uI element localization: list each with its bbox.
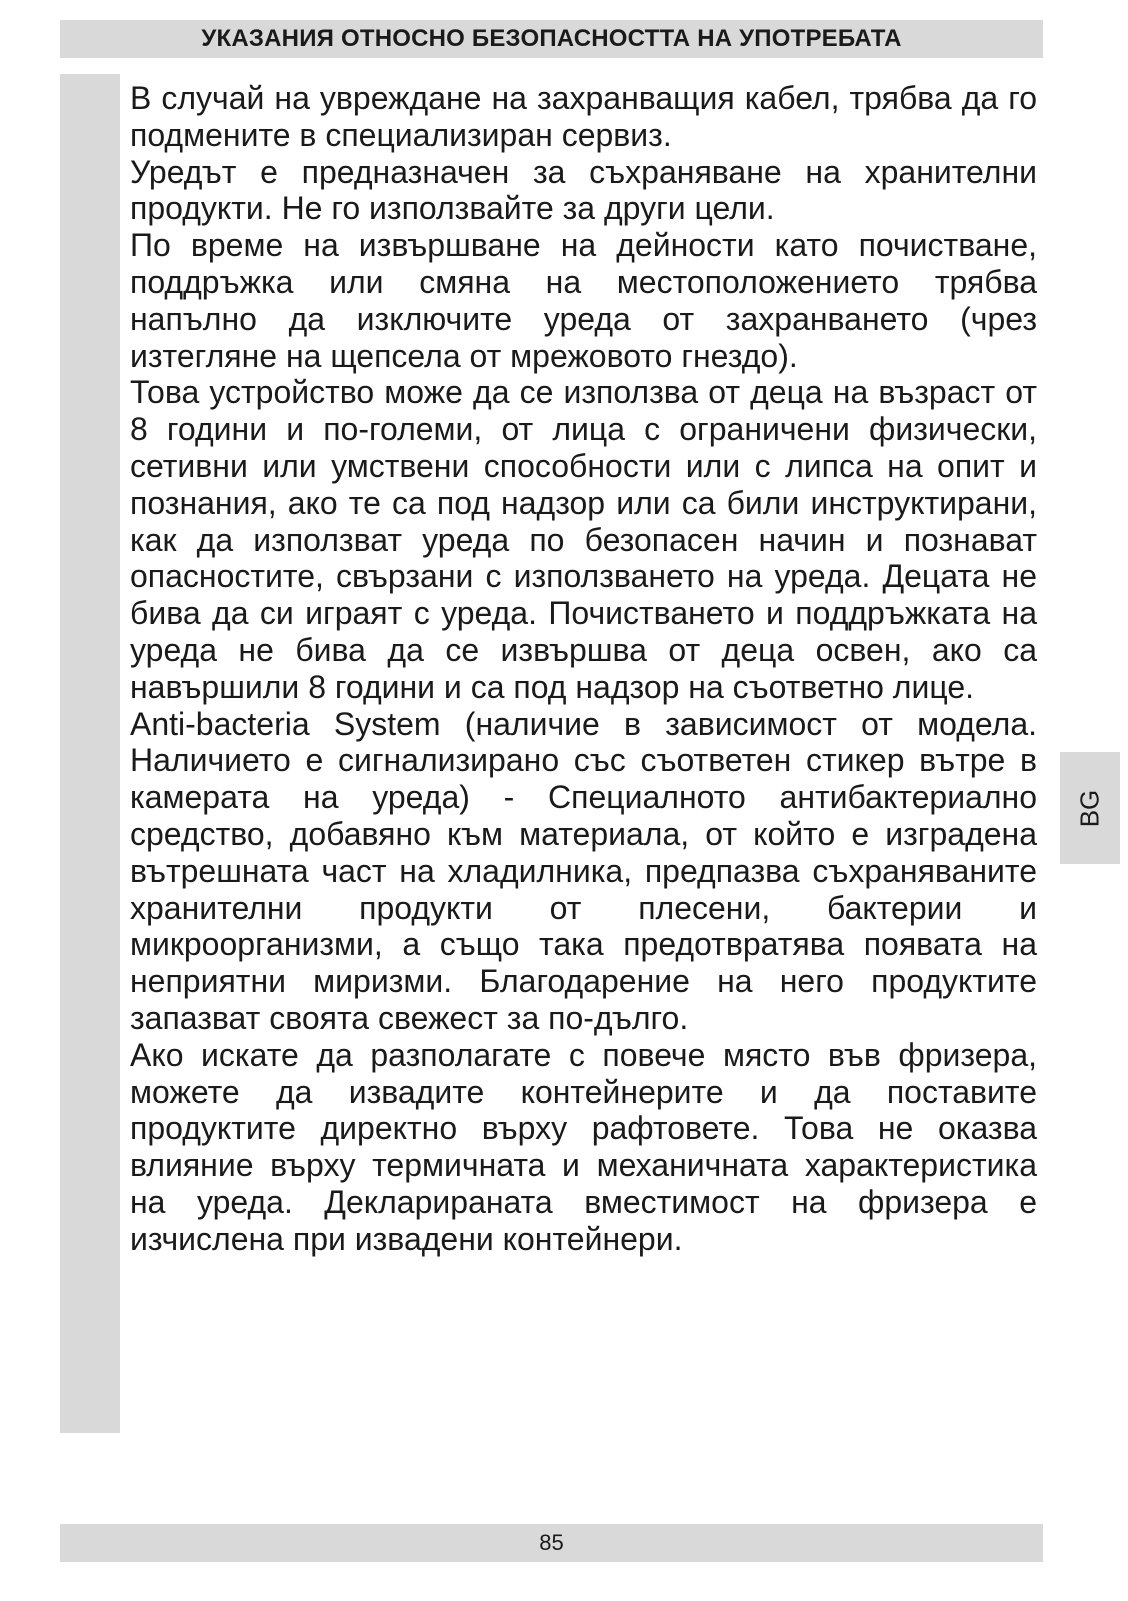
footer-bar <box>60 1524 1043 1562</box>
language-label: BG <box>1074 789 1105 827</box>
paragraph-disconnect-power: По време на извършване на дейности като почистване, поддръжка или смяна на местоположението трябва напълно да изключите уреда от захранването (чрез изтегляне на щепсела от мрежовото гнездо). <box>130 227 1037 374</box>
paragraph-freezer-containers: Ако искате да разполагате с повече място във фризера, можете да извадите контейнерите и да поставите продуктите директно върху рафтовете. Това не оказва влияние върху термичната и механичната характеристика на уреда. Декларираната вместимост на фризера е изчислена при извадени контейнери. <box>130 1036 1037 1257</box>
safety-instructions-body <box>130 80 1037 1258</box>
section-title: УКАЗАНИЯ ОТНОСНО БЕЗОПАСНОСТТА НА УПОТРЕБАТА <box>201 25 902 52</box>
paragraph-power-cable: В случай на увреждане на захранващия кабел, трябва да го подмените в специализиран сервиз. <box>130 80 1037 153</box>
paragraph-children-safety: Това устройство може да се използва от деца на възраст от 8 години и по-големи, от лица с ограничени физически, сетивни или умствени способности или с липса на опит и познания, ако те са под надзор или са били инструктирани, как да използват уреда по безопасен начин и познават опасностите, свързани с използването на уреда. Децата не бива да си играят с уреда. Почистването и поддръжката на уреда не бива да се извършва от деца освен, ако са навършили 8 години и са под надзор на съответно лице. <box>130 374 1037 705</box>
page-number: 85 <box>539 1530 564 1555</box>
paragraph-intended-use: Уредът е предназначен за съхраняване на хранителни продукти. Не го използвайте за други цели. <box>130 153 1037 227</box>
paragraph-anti-bacteria-system: Anti-bacteria System (наличие в зависимост от модела. Наличието е сигнализирано със съответен стикер вътре в камерата на уреда) - Специалното антибактериално средство, добавяно към материала, от който е изградена вътрешната част на хладилника, предпазва съхраняваните хранителни продукти от плесени, бактерии и микроорганизми, а също така предотвратява появата на неприятни миризми. Благодарение на него продуктите запазват своята свежест за по-дълго. <box>130 705 1037 1036</box>
left-margin-strip <box>60 74 120 1433</box>
section-header-bar <box>60 20 1043 58</box>
language-tab <box>1060 752 1120 864</box>
